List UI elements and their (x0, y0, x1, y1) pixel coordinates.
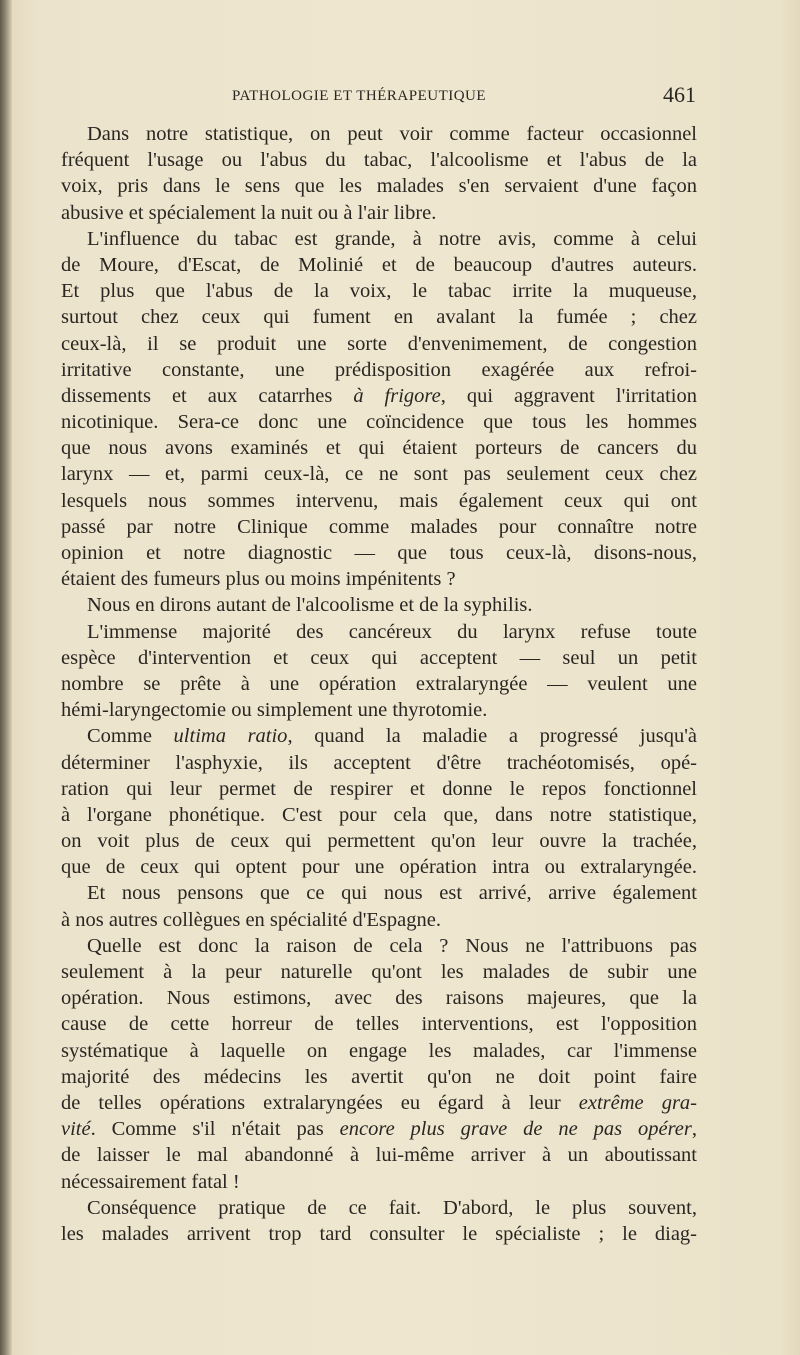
body-text (61, 121, 697, 1247)
text-line: étaient des fumeurs plus ou moins impénitents ? (61, 568, 456, 591)
text-line: lesquels nous sommes intervenu, mais également ceux qui ont (61, 489, 697, 512)
text-line: opération. Nous estimons, avec des raisons majeures, que la (61, 987, 697, 1010)
text-line: Comme ultima ratio, quand la maladie a progressé jusqu'à (87, 725, 697, 748)
text-line: ration qui leur permet de respirer et donne le repos fonctionnel (61, 777, 697, 800)
text-line: Conséquence pratique de ce fait. D'abord, le plus souvent, (87, 1196, 697, 1219)
text-line: Nous en dirons autant de l'alcoolisme et de la syphilis. (87, 594, 533, 617)
text-line: Dans notre statistique, on peut voir comme facteur occasionnel (87, 123, 697, 145)
text-line: de Moure, d'Escat, de Molinié et de beaucoup d'autres auteurs. (61, 253, 697, 276)
text-line: Et plus que l'abus de la voix, le tabac irrite la muqueuse, (61, 280, 697, 303)
text-line: nicotinique. Sera-ce donc une coïncidence que tous les hommes (61, 411, 697, 434)
text-line: ceux-là, il se produit une sorte d'envenimement, de congestion (61, 332, 697, 355)
text-line: à l'organe phonétique. C'est pour cela que, dans notre statistique, (61, 803, 697, 826)
text-line: nombre se prête à une opération extralaryngée — veulent une (61, 672, 697, 695)
text-line: abusive et spécialement la nuit ou à l'air libre. (61, 201, 437, 224)
text-line: les malades arrivent trop tard consulter le spécialiste ; le diag- (61, 1222, 697, 1245)
text-line: Quelle est donc la raison de cela ? Nous ne l'attribuons pas (87, 934, 697, 957)
italic-text: extrême gra- (578, 1091, 697, 1114)
text-line: seulement à la peur naturelle qu'ont les malades de subir une (61, 961, 697, 983)
text-line: opinion et notre diagnostic — que tous ceux-là, disons-nous, (61, 542, 697, 564)
text-line: espèce d'intervention et ceux qui acceptent — seul un petit (61, 646, 697, 669)
text-line: Et nous pensons que ce qui nous est arrivé, arrive également (87, 882, 697, 905)
text-line: déterminer l'asphyxie, ils acceptent d'être trachéotomisés, opé- (61, 751, 697, 774)
text-line: surtout chez ceux qui fument en avalant la fumée ; chez (61, 306, 697, 329)
text-line: on voit plus de ceux qui permettent qu'on leur ouvre la trachée, (61, 830, 697, 853)
binding-edge (0, 0, 12, 1355)
text-line: cause de cette horreur de telles interventions, est l'opposition (61, 1013, 697, 1036)
text-line: vité. Comme s'il n'était pas encore plus grave de ne pas opérer, (61, 1118, 697, 1141)
italic-text: à frigore (353, 384, 441, 407)
text-line: systématique à laquelle on engage les malades, car l'immense (61, 1039, 697, 1062)
text-line: L'immense majorité des cancéreux du larynx refuse toute (87, 620, 697, 643)
text-line: majorité des médecins les avertit qu'on ne doit point faire (61, 1065, 697, 1088)
text-line: dissements et aux catarrhes à frigore, qui aggravent l'irritation (61, 384, 697, 407)
text-line: fréquent l'usage ou l'abus du tabac, l'alcoolisme et l'abus de la (61, 149, 697, 172)
text-line: larynx — et, parmi ceux-là, ce ne sont pas seulement ceux chez (61, 463, 697, 486)
italic-text: vité (61, 1118, 91, 1141)
text-line: de laisser le mal abandonné à lui-même arriver à un aboutissant (61, 1144, 697, 1167)
text-line: passé par notre Clinique comme malades pour connaître notre (61, 515, 697, 538)
text-line: que nous avons examinés et qui étaient porteurs de cancers du (61, 437, 697, 460)
running-title: PATHOLOGIE ET THÉRAPEUTIQUE (232, 88, 487, 104)
text-line: à nos autres collègues en spécialité d'Espagne. (61, 908, 441, 931)
page-header (232, 82, 696, 108)
text-line: hémi-laryngectomie ou simplement une thyrotomie. (61, 699, 488, 722)
italic-text: encore plus grave de ne pas opérer (339, 1118, 692, 1141)
italic-text: ultima ratio (173, 725, 288, 748)
text-line: L'influence du tabac est grande, à notre avis, comme à celui (87, 227, 697, 250)
text-line: que de ceux qui optent pour une opération intra ou extralaryngée. (61, 856, 697, 879)
page-number: 461 (663, 82, 696, 107)
text-line: de telles opérations extralaryngées eu égard à leur extrême gra- (61, 1091, 697, 1114)
text-line: irritative constante, une prédisposition exagérée aux refroi- (61, 358, 697, 381)
text-line: nécessairement fatal ! (61, 1170, 240, 1193)
text-line: voix, pris dans le sens que les malades s'en servaient d'une façon (61, 175, 697, 198)
